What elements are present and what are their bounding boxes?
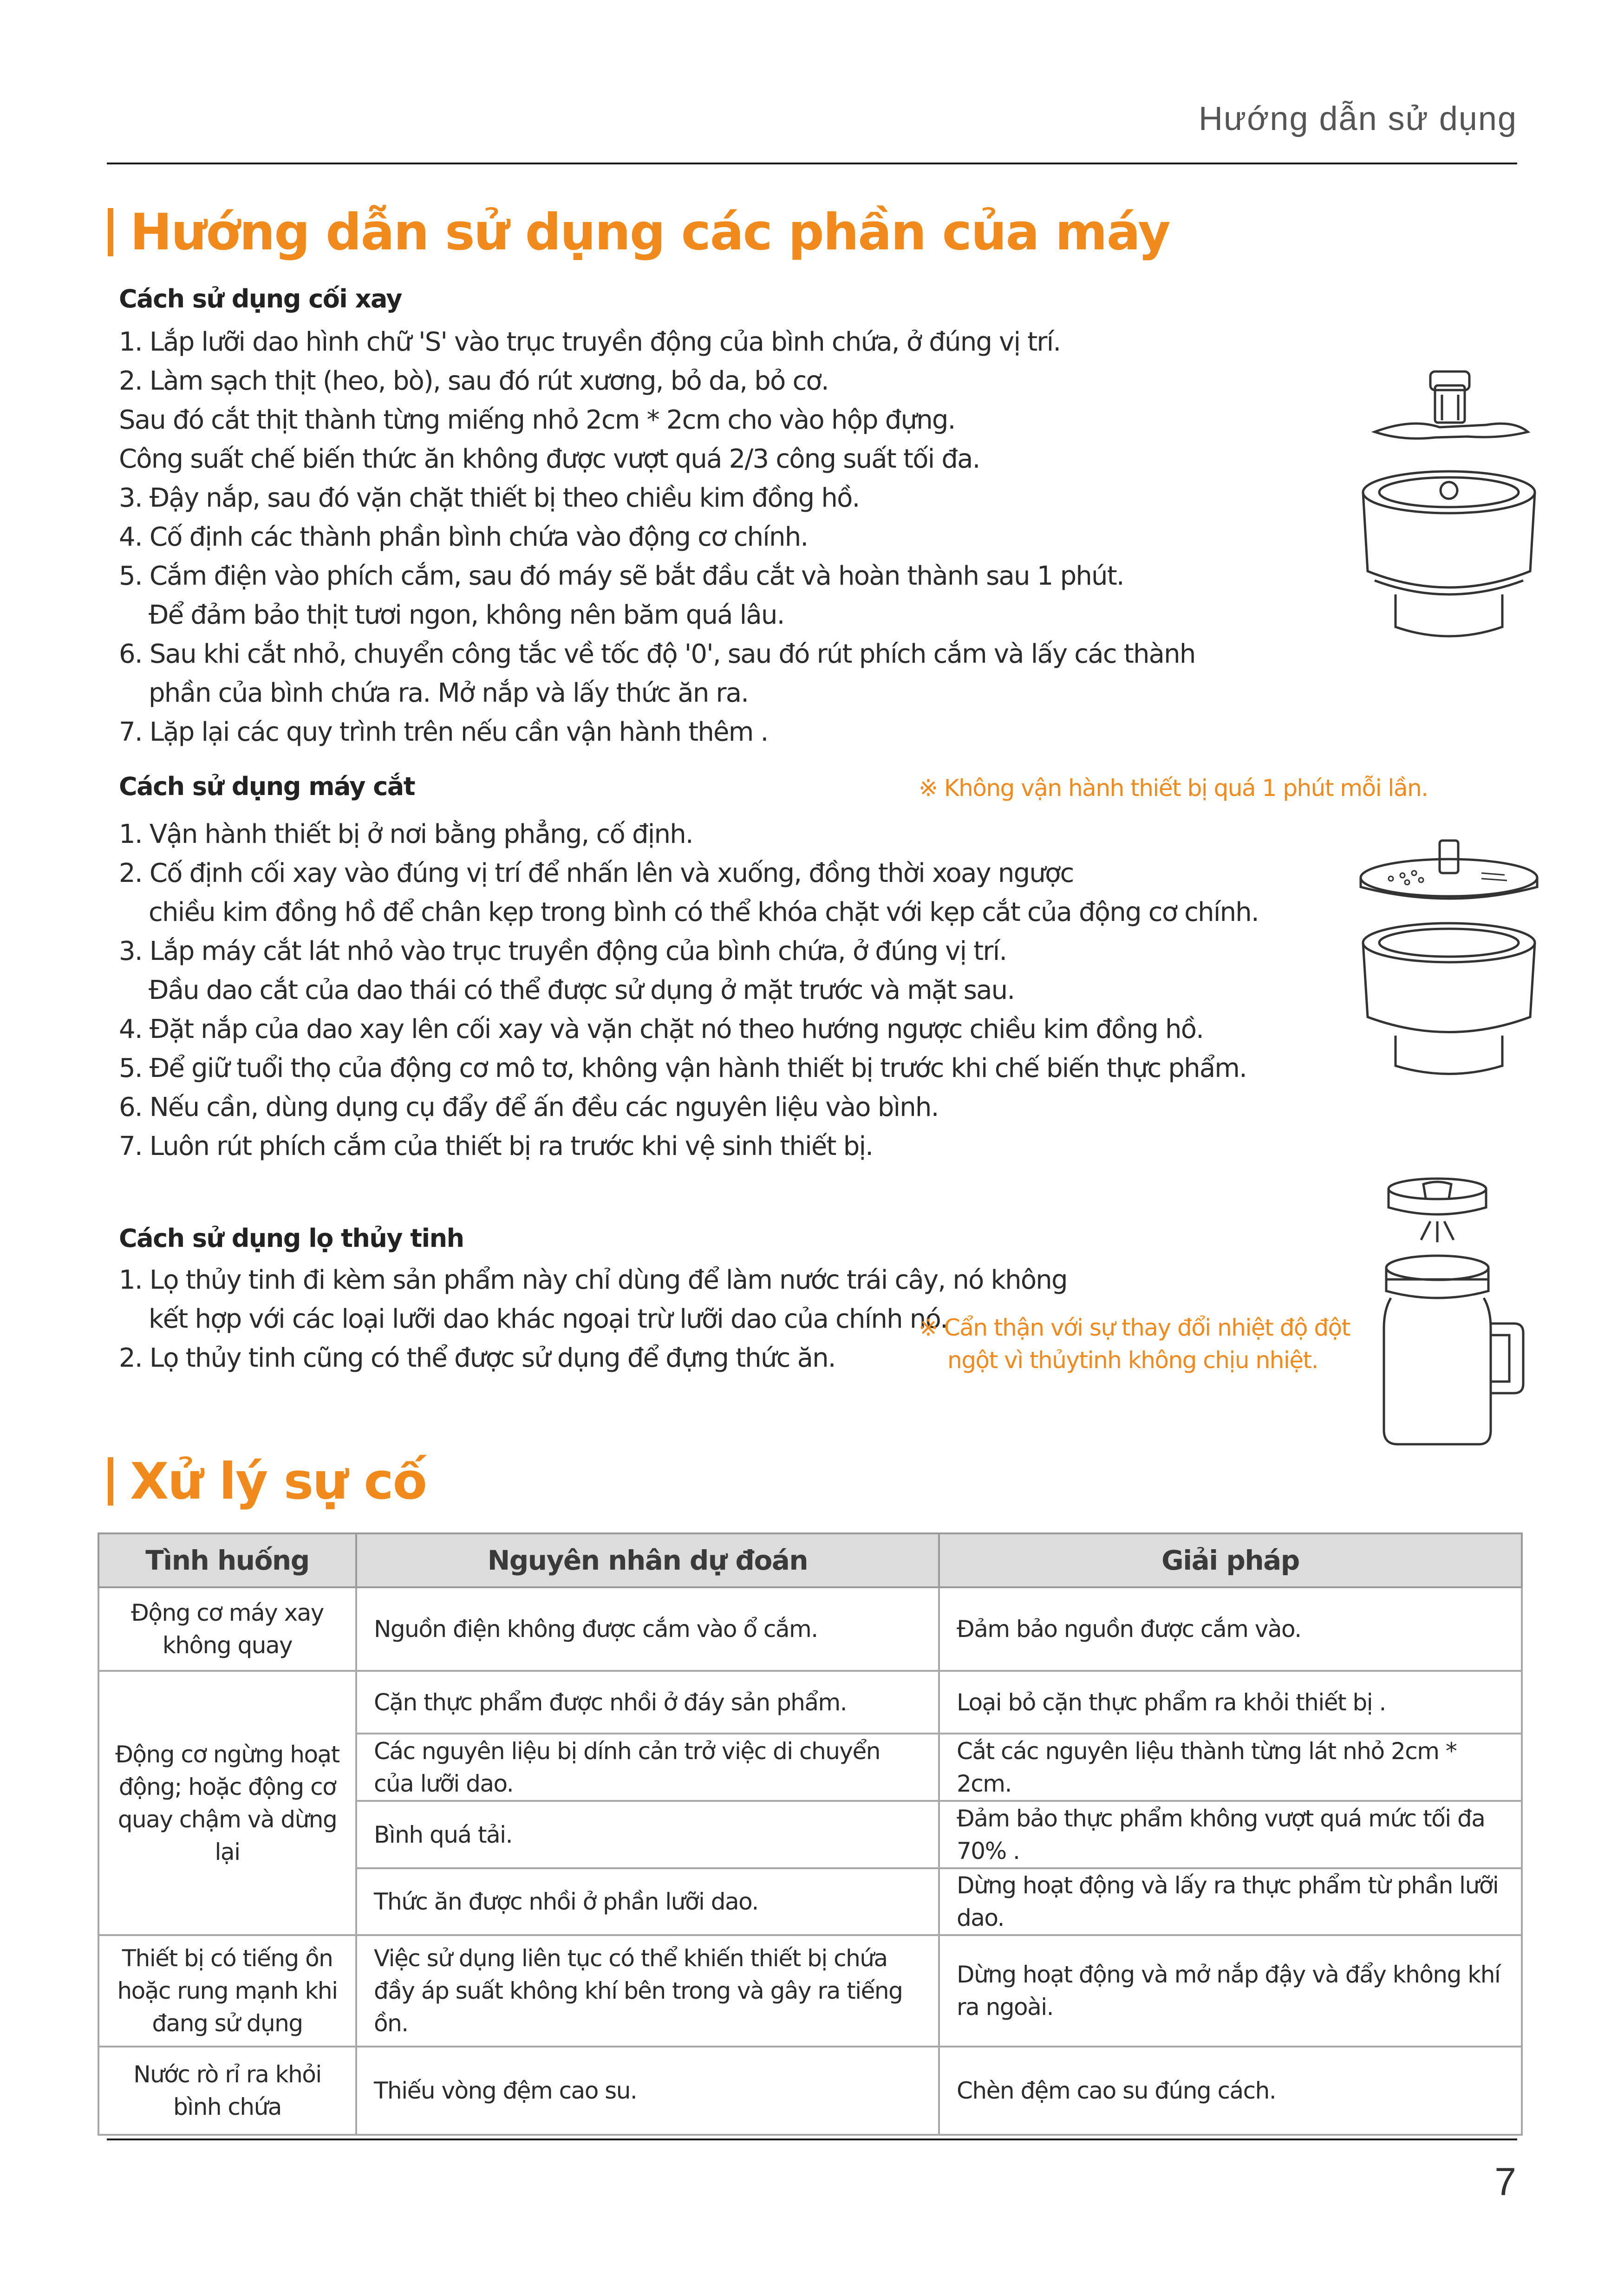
slicer-subheading: Cách sử dụng máy cắt (119, 772, 415, 801)
section-heading-parts (108, 204, 1170, 260)
glass-jar-illustration (1375, 1170, 1533, 1454)
blender-instructions (119, 323, 1195, 752)
instruction-line: 6. Sau khi cắt nhỏ, chuyển công tắc về tốc độ '0', sau đó rút phích cắm và lấy các thành (119, 639, 1195, 669)
instruction-line: Sau đó cắt thịt thành từng miếng nhỏ 2cm * 2cm cho vào hộp đựng. (119, 405, 955, 435)
troubleshooting-table (98, 1532, 1523, 2136)
blender-subheading: Cách sử dụng cối xay (119, 284, 402, 313)
solution-cell: Đảm bảo nguồn được cắm vào. (939, 1587, 1522, 1671)
column-header: Tình huống (98, 1533, 356, 1587)
section-heading-text: Xử lý sự cố (130, 1452, 426, 1511)
table-header-row (98, 1533, 1522, 1587)
instruction-line: 1. Vận hành thiết bị ở nơi bằng phẳng, cố định. (119, 819, 693, 849)
instruction-line: 3. Lắp máy cắt lát nhỏ vào trục truyền động của bình chứa, ở đúng vị trí. (119, 936, 1007, 966)
page-number: 7 (1494, 2160, 1516, 2204)
instruction-line: 3. Đậy nắp, sau đó vặn chặt thiết bị theo chiều kim đồng hồ. (119, 483, 860, 513)
cause-cell: Các nguyên liệu bị dính cản trở việc di chuyển của lưỡi dao. (356, 1734, 939, 1801)
blender-bowl-illustration (1347, 362, 1551, 650)
section-heading-text: Hướng dẫn sử dụng các phần của máy (130, 203, 1170, 261)
cause-cell: Thức ăn được nhồi ở phần lưỡi dao. (356, 1868, 939, 1935)
instruction-line: 2. Lọ thủy tinh cũng có thể được sử dụng để đựng thức ăn. (119, 1343, 835, 1373)
solution-cell: Đảm bảo thực phẩm không vượt quá mức tối đa 70% . (939, 1801, 1522, 1868)
cause-cell: Cặn thực phẩm được nhồi ở đáy sản phẩm. (356, 1671, 939, 1734)
instruction-line: 5. Cắm điện vào phích cắm, sau đó máy sẽ bắt đầu cắt và hoàn thành sau 1 phút. (119, 561, 1124, 591)
solution-cell: Cắt các nguyên liệu thành từng lát nhỏ 2cm * 2cm. (939, 1734, 1522, 1801)
instruction-line: Công suất chế biến thức ăn không được vượt quá 2/3 công suất tối đa. (119, 444, 980, 474)
instruction-line: 7. Lặp lại các quy trình trên nếu cần vận hành thêm . (119, 717, 768, 747)
cause-cell: Việc sử dụng liên tục có thể khiến thiết bị chứa đầy áp suất không khí bên trong và gây ra tiếng ồn. (356, 1935, 939, 2047)
table-row (98, 2047, 1522, 2135)
instruction-line: 4. Đặt nắp của dao xay lên cối xay và vặn chặt nó theo hướng ngược chiều kim đồng hồ. (119, 1014, 1204, 1044)
solution-cell: Loại bỏ cặn thực phẩm ra khỏi thiết bị . (939, 1671, 1522, 1734)
cause-cell: Nguồn điện không được cắm vào ổ cắm. (356, 1587, 939, 1671)
instruction-line: 6. Nếu cần, dùng dụng cụ đẩy để ấn đều các nguyên liệu vào bình. (119, 1092, 939, 1122)
slicer-disc-illustration (1347, 836, 1551, 1087)
solution-cell: Dừng hoạt động và mở nắp đậy và đẩy không khí ra ngoài. (939, 1935, 1522, 2047)
column-header: Giải pháp (939, 1533, 1522, 1587)
instruction-line: chiều kim đồng hồ để chân kẹp trong bình có thể khóa chặt với kẹp cắt của động cơ chính. (149, 897, 1259, 927)
heading-accent-bar (108, 1457, 113, 1506)
solution-cell: Chèn đệm cao su đúng cách. (939, 2047, 1522, 2135)
page-header-title: Hướng dẫn sử dụng (1198, 100, 1517, 137)
jar-note-line-1: ※ Cẩn thận với sự thay đổi nhiệt độ đột (919, 1314, 1350, 1341)
situation-cell: Động cơ máy xay không quay (98, 1587, 356, 1671)
heading-accent-bar (108, 208, 113, 256)
instruction-line: Để đảm bảo thịt tươi ngon, không nên băm quá lâu. (149, 600, 784, 630)
jar-note-line-2: ngột vì thủytinh không chịu nhiệt. (947, 1347, 1318, 1374)
header-rule (107, 163, 1517, 164)
situation-cell: Nước rò rỉ ra khỏi bình chứa (98, 2047, 356, 2135)
instruction-line: 1. Lắp lưỡi dao hình chữ 'S' vào trục truyền động của bình chứa, ở đúng vị trí. (119, 327, 1061, 357)
cause-cell: Thiếu vòng đệm cao su. (356, 2047, 939, 2135)
cause-cell: Bình quá tải. (356, 1801, 939, 1868)
instruction-line: Đầu dao cắt của dao thái có thể được sử dụng ở mặt trước và mặt sau. (149, 975, 1015, 1005)
table-row (98, 1671, 1522, 1734)
instruction-line: phần của bình chứa ra. Mở nắp và lấy thức ăn ra. (149, 678, 749, 708)
slicer-instructions (119, 815, 1259, 1166)
column-header: Nguyên nhân dự đoán (356, 1533, 939, 1587)
instruction-line: 2. Làm sạch thịt (heo, bò), sau đó rút xương, bỏ da, bỏ cơ. (119, 366, 828, 396)
footer-rule (107, 2139, 1517, 2140)
instruction-line: 5. Để giữ tuổi thọ của động cơ mô tơ, không vận hành thiết bị trước khi chế biến thực phẩm. (119, 1053, 1247, 1083)
instruction-line: kết hợp với các loại lưỡi dao khác ngoại trừ lưỡi dao của chính nó. (149, 1304, 947, 1334)
situation-cell: Thiết bị có tiếng ồn hoặc rung mạnh khi đang sử dụng (98, 1935, 356, 2047)
situation-cell: Động cơ ngừng hoạt động; hoặc động cơ quay chậm và dừng lại (98, 1671, 356, 1935)
jar-subheading: Cách sử dụng lọ thủy tinh (119, 1224, 464, 1253)
table-row (98, 1587, 1522, 1671)
instruction-line: 7. Luôn rút phích cắm của thiết bị ra trước khi vệ sinh thiết bị. (119, 1131, 873, 1161)
troubleshooting-table-wrapper (98, 1532, 1521, 2122)
instruction-line: 2. Cố định cối xay vào đúng vị trí để nhấn lên và xuống, đồng thời xoay ngược (119, 858, 1074, 888)
table-row (98, 1935, 1522, 2047)
solution-cell: Dừng hoạt động và lấy ra thực phẩm từ phần lưỡi dao. (939, 1868, 1522, 1935)
instruction-line: 1. Lọ thủy tinh đi kèm sản phẩm này chỉ dùng để làm nước trái cây, nó không (119, 1265, 1067, 1295)
instruction-line: 4. Cố định các thành phần bình chứa vào động cơ chính. (119, 522, 808, 552)
section-heading-troubleshooting (108, 1454, 426, 1509)
slicer-note: ※ Không vận hành thiết bị quá 1 phút mỗi lần. (919, 775, 1428, 802)
